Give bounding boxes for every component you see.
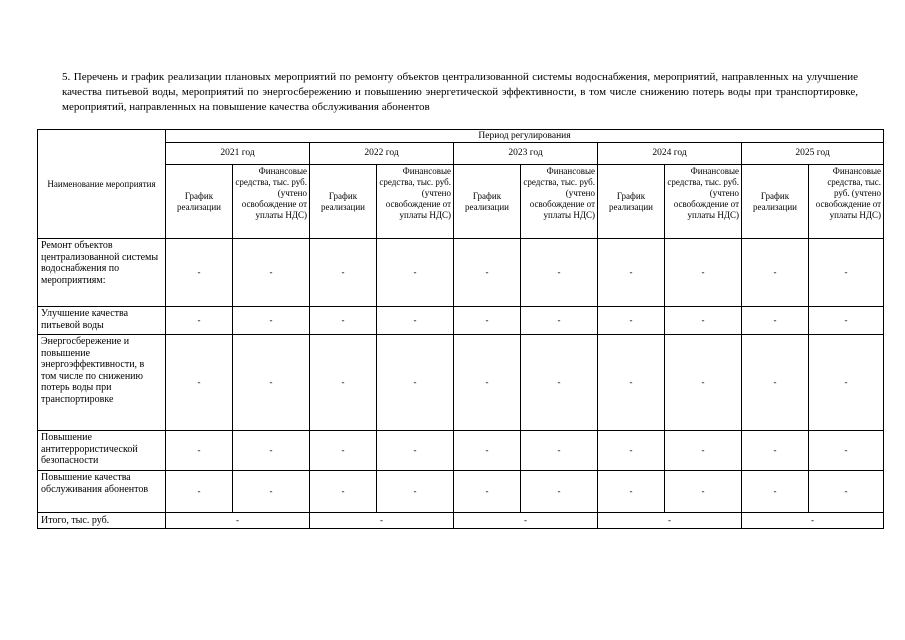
table-cell: - [377, 307, 454, 335]
finance-header: Финансовые средства, тыс. руб. (учтено освобождение от уплаты НДС) [233, 165, 310, 239]
period-header: Период регулирования [166, 130, 884, 143]
table-row [38, 431, 884, 471]
table-cell: - [598, 471, 665, 513]
table-cell: - [166, 431, 233, 471]
table-cell: - [310, 335, 377, 431]
total-row [38, 513, 884, 529]
table-cell: - [166, 471, 233, 513]
table-cell: - [310, 239, 377, 307]
total-cell: - [310, 513, 454, 529]
finance-header: Финансовые средства, тыс. руб. (учтено освобождение от уплаты НДС) [809, 165, 884, 239]
table-cell: - [665, 239, 742, 307]
table-cell: - [598, 335, 665, 431]
table-cell: - [742, 431, 809, 471]
table-cell: - [742, 239, 809, 307]
table-cell: - [233, 431, 310, 471]
table-cell: - [233, 471, 310, 513]
table-cell: - [665, 431, 742, 471]
table-cell: - [598, 307, 665, 335]
table-cell: - [809, 239, 884, 307]
table-cell: - [521, 431, 598, 471]
table-cell: - [454, 431, 521, 471]
table-cell: - [809, 335, 884, 431]
table-cell: - [454, 471, 521, 513]
table-cell: - [521, 239, 598, 307]
table-cell: - [454, 335, 521, 431]
schedule-header: График реализации [310, 165, 377, 239]
name-column-header: Наименование мероприятия [38, 130, 166, 239]
finance-header: Финансовые средства, тыс. руб. (учтено освобождение от уплаты НДС) [521, 165, 598, 239]
total-label: Итого, тыс. руб. [38, 513, 166, 529]
table-cell: - [454, 239, 521, 307]
table-cell: - [598, 239, 665, 307]
table-cell: - [454, 307, 521, 335]
total-cell: - [454, 513, 598, 529]
row-name: Повышение антитеррористической безопасности [38, 431, 166, 471]
table-cell: - [809, 431, 884, 471]
table-cell: - [310, 431, 377, 471]
year-header: 2025 год [742, 143, 884, 165]
finance-header: Финансовые средства, тыс. руб. (учтено освобождение от уплаты НДС) [377, 165, 454, 239]
schedule-header: График реализации [166, 165, 233, 239]
table-cell: - [310, 471, 377, 513]
activities-schedule-table [37, 129, 884, 529]
table-cell: - [521, 307, 598, 335]
schedule-header: График реализации [742, 165, 809, 239]
schedule-header: График реализации [454, 165, 521, 239]
table-cell: - [377, 431, 454, 471]
row-name: Улучшение качества питьевой воды [38, 307, 166, 335]
table-cell: - [809, 471, 884, 513]
total-cell: - [598, 513, 742, 529]
table-cell: - [377, 471, 454, 513]
table-row [38, 335, 884, 431]
table-cell: - [166, 239, 233, 307]
total-cell: - [742, 513, 884, 529]
table-row [38, 471, 884, 513]
row-name: Повышение качества обслуживания абонентов [38, 471, 166, 513]
table-cell: - [166, 335, 233, 431]
table-cell: - [665, 307, 742, 335]
table-cell: - [377, 335, 454, 431]
year-header: 2022 год [310, 143, 454, 165]
table-cell: - [665, 471, 742, 513]
table-row [38, 239, 884, 307]
schedule-header: График реализации [598, 165, 665, 239]
year-header: 2021 год [166, 143, 310, 165]
table-cell: - [809, 307, 884, 335]
table-cell: - [521, 471, 598, 513]
table-cell: - [742, 471, 809, 513]
table-cell: - [233, 239, 310, 307]
finance-header: Финансовые средства, тыс. руб. (учтено освобождение от уплаты НДС) [665, 165, 742, 239]
table-cell: - [665, 335, 742, 431]
section-heading: 5. Перечень и график реализации плановых мероприятий по ремонту объектов централизованной системы водоснабжения, мероприятий, направленных на улучшение качества питьевой воды, мероприятий по энергосбережению и повышению энергетической эффективности, в том числе снижению потерь воды при транспортировке, мероприятий, направленных на повышение качества обслуживания абонентов [62, 71, 858, 113]
table-cell: - [742, 335, 809, 431]
table-row [38, 307, 884, 335]
table-cell: - [598, 431, 665, 471]
row-name: Энергосбережение и повышение энергоэффективности, в том числе по снижению потерь воды при транспортировке [38, 335, 166, 431]
table-cell: - [233, 335, 310, 431]
table-cell: - [310, 307, 377, 335]
row-name: Ремонт объектов централизованной системы водоснабжения по мероприятиям: [38, 239, 166, 307]
year-header: 2023 год [454, 143, 598, 165]
table-cell: - [233, 307, 310, 335]
total-cell: - [166, 513, 310, 529]
table-cell: - [377, 239, 454, 307]
table-cell: - [521, 335, 598, 431]
table-cell: - [166, 307, 233, 335]
table-cell: - [742, 307, 809, 335]
year-header: 2024 год [598, 143, 742, 165]
